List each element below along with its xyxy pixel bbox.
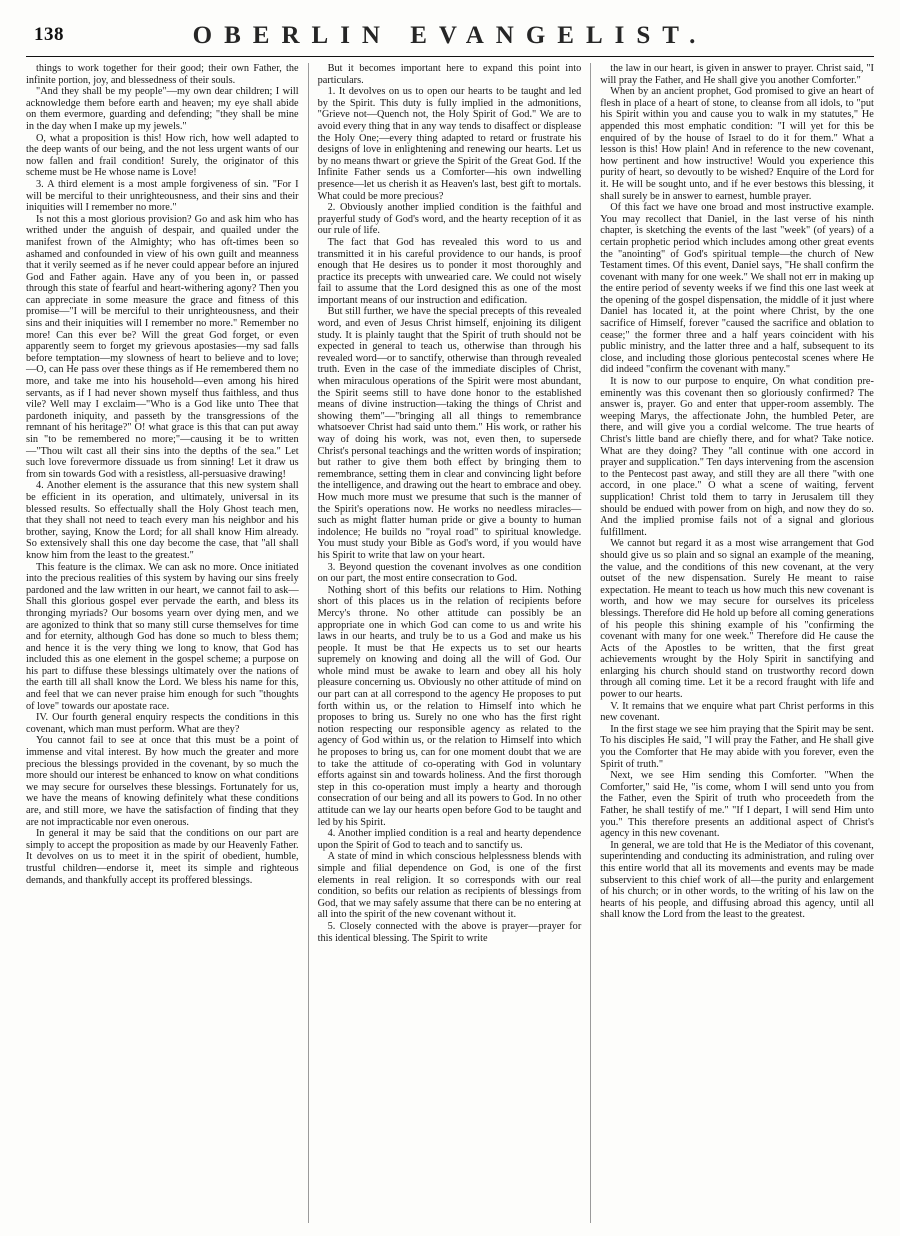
paragraph: Of this fact we have one broad and most instructive example. You may recollect that Daniel, in the last verse of his ninth chapter, is sketching the events of the last "week" (of years) of a certain prophetic period which includes among other great events the "anointing" of God's spiritual temple—the church of New Testament times. Of this event, Daniel says, "He shall confirm the covenant with many for one week." We shall not err in making up the entire period of seventy weeks if we find this one last week at the opening of the gospel dispensation, the middle of it just where Daniel has located it, at the point where Christ, by the one sacrifice of Himself, forever "caused the sacrifice and oblation to cease;" the former three and a half years coincident with his public ministry, and the latter three and a half, subsequent to its close, and including those glorious pentecostal scenes where He did indeed "confirm the covenant with many."	[600, 202, 874, 376]
paragraph: The fact that God has revealed this word to us and transmitted it in his careful providence to our hands, is proof enough that He desires us to ponder it most thoroughly and practice its precepts with unwearied care. We could not wisely fail to assume that the Lord designed this as one of the most important means of our instruction and edification.	[317, 236, 582, 306]
paragraph: 3. Beyond question the covenant involves as one condition on our part, the most entire consecration to God.	[317, 561, 582, 585]
paragraph: Is not this a most glorious provision? Go and ask him who has writhed under the anguish of despair, and quailed under the manifest frown of the Almighty; who has oft-times been so ashamed and confounded in view of his own guilt and meanness that it verily seemed as if he never could appear before an injured God and Father again. Have any of you been in, or passed through this state of fearful and heart-withering agony? Then you can appreciate in some measure the grace and fitness of this promise—"I will be merciful to their unrighteousness, and their sins and their iniquities will I remember no more." Remember no more! Can this ever be? Will the great God forget, or even apparently seem to forget my grievous apostasies—my sad falls before temptation—my slowness of heart to believe and to love;—O, can He pass over these things as if He remembered them no more, and take me into his household—even among his hired servants, as if I had never shown myself thus faithless, and thus vile? Well may I exclaim—"Who is a God like unto Thee that pardoneth iniquity, and passeth by the transgressions of the remnant of his heritage?" O! what grace is this that can put away sin "to be remembered no more;"—causing it be to written—"Thou wilt cast all their sins into the depths of the sea." Let such love forevermore dissuade us from sinning! Let it draw us from sin towards God with a resistless, all-persuasive drawing!	[26, 213, 299, 480]
paragraph: 2. Obviously another implied condition is the faithful and prayerful study of God's word, and the hearty reception of it as our rule of life.	[317, 202, 582, 237]
paragraph: In the first stage we see him praying that the Spirit may be sent. To his disciples He said, "I will pray the Father, and He shall give you the Comforter that He may abide with you forever, even the Spirit of truth."	[600, 723, 874, 770]
paragraph: But still further, we have the special precepts of this revealed word, and even of Jesus Christ himself, enjoining its diligent study. It is plainly taught that the Spirit of truth should not be expected in general to teach us, otherwise than through his revealed word—or to sanctify, otherwise than through revealed truth. Even in the case of the immediate disciples of Christ, when miraculous operations of the Spirit were most abundant, the Spirit seems still to have done honor to the established means of divine instruction—taking the things of Christ and showing them"—"bringing all all things to remembrance whatsoever Christ had said unto them." His work, or rather his way of doing his work, was not, even then, to supersede Christ's personal teachings and the written words of inspiration; but rather to give them both effect by bringing them to remembrance, setting them in clear and convincing light before the intelligence, and drawing out the heart to embrace and obey. How much more must we presume that such is the manner of the Spirit's operations now. He works no needless miracles—such as might flatter human pride or give a bounty to human indolence; He builds no "royal road" to spiritual knowledge. You must study your Bible as God's word, if you would have his Spirit to write that law on your heart.	[317, 306, 582, 561]
paragraph: Next, we see Him sending this Comforter. "When the Comforter," said He, "is come, whom I will send unto you from the Father, even the Spirit of truth who proceedeth from the Father, he shall testify of me." "If I depart, I will send Him unto you." This therefore presents an additional aspect of Christ's agency in this new covenant.	[600, 770, 874, 840]
paragraph: V. It remains that we enquire what part Christ performs in this new covenant.	[600, 700, 874, 724]
paragraph: the law in our heart, is given in answer to prayer. Christ said, "I will pray the Father, and He shall give you another Comforter."	[600, 63, 874, 86]
paragraph: It is now to our purpose to enquire, On what condition pre-eminently was this covenant then so gloriously confirmed? The answer is, prayer. Go and enter that upper-room assembly. The weeping Marys, the affectionate John, the humbled Peter, are there, and will give you a cordial welcome. The true hearts of Christ's little band are chiefly there, and for what? Take notice. What are they doing? They "all continue with one accord in prayer and supplication." Ten days intervening from the ascension to the Pentecost past away, and still they are all there "with one accord, in one place." O what a scene of waiting, fervent supplication! Christ told them to tarry in Jerusalem till they should be endued with power from on high, and now they do so. And the implied promise fails not of a signal and glorious fulfillment.	[600, 376, 874, 538]
paragraph: 1. It devolves on us to open our hearts to be taught and led by the Spirit. This duty is fully implied in the admonitions, "Grieve not—Quench not, the Holy Spirit of God." We are to avoid every thing that in any way tends to disaffect or displease the Holy One;—every thing adapted to retard or frustrate his designs of love in enlightening and renewing our hearts. Let us by no means thwart or grieve the Spirit of the Great God. If the Infinite Father sends us a Comforter—his own indwelling presence—let us cherish it as Heaven's last, best gift to mortals. What could be more precious?	[317, 86, 582, 202]
paragraph: 4. Another implied condition is a real and hearty dependence upon the Spirit of God to teach and to sanctify us.	[317, 828, 582, 851]
paragraph: We cannot but regard it as a most wise arrangement that God should give us so plain and so signal an example of the meaning, the value, and the conditions of this new covenant, at the very outset of the new dispensation. Surely He meant to raise expectation. He meant to teach us how much this new covenant is worth, and how we may secure for ourselves its priceless blessings. Therefore did He hold up before all coming generations of his people this shining example of his "confirming the covenant with many for one week." Therefore did He cause the Acts of the Apostles to be written, that the first great achievements wrought by the Holy Spirit in sanctifying and enlarging his church should stand on trustworthy record down through all coming time. Let it be a record fraught with life and power to our hearts.	[600, 538, 874, 701]
paragraph: O, what a proposition is this! How rich, how well adapted to the deep wants of our being, and the not less urgent wants of our now fallen and frail condition! Surely, the originator of this scheme must be He whose name is Love!	[26, 132, 299, 179]
page-number: 138	[34, 24, 64, 45]
column-3	[591, 63, 874, 1223]
paragraph: When by an ancient prophet, God promised to give an heart of flesh in place of a heart of stone, to cleanse from all idols, to "put his Spirit within you and cause you to walk in my statutes," He appended this most emphatic condition: "I will yet for this be enquired of by the house of Israel to do it for them." What a lesson is this! How plain! And in reference to the new covenant, how pertinent and how instructive! Would you experience this purity of heart, so devoutly to be wished? Enquire of the Lord for it. He will be sought unto, and if he ever bestows this blessing, it shall surely be in answer to earnest, humble prayer.	[600, 86, 874, 202]
paragraph: In general it may be said that the conditions on our part are simply to accept the proposition as made by our Heavenly Father. It devolves on us to meet it in the spirit of obedient, humble, trustful children—endorse it, meet its simple and righteous demands, and thankfully accept its proffered blessings.	[26, 828, 299, 886]
paragraph: Nothing short of this befits our relations to Him. Nothing short of this places us in the relation of recipients before Mercy's throne. No other attitude can possibly be an appropriate one in which God can come to us and write his laws in our hearts, and truly be to us a God and make us his people. It must be that He expects us to set our hearts supremely on knowing and doing all the will of God. Our whole mind must be awake to learn and obey all his holy pleasure concerning us. Obviously no other attitude of mind on our part can at all correspond to the agency He proposes to put forth within us, or the relation to Himself into which he proposes to bring us. Surely no one who has the first right notion respecting our responsible agency as related to the agency of God within us, or the relation to Himself into which he proposes to bring us, can for one moment doubt that we are to take the attitude of co-operating with God in voluntary efforts against sin and towards holiness. And the first thorough step in this co-operation must imply a hearty and thorough consecration of our being and all its powers to God. In no other attitude can we lay our hearts open before God to be taught and led by his Spirit.	[317, 584, 582, 828]
column-1	[26, 63, 309, 1223]
paragraph: 4. Another element is the assurance that this new system shall be efficient in its operation, and ultimately, universal in its blessed results. So effectually shall the Holy Ghost teach men, that they shall not need to teach every man his neighbor and his brother, saying, Know the Lord; for all shall know Him already. So extensively shall this one day become the case, that "all shall know him from the least to the greatest."	[26, 480, 299, 561]
column-2	[309, 63, 592, 1223]
publication-title: OBERLIN EVANGELIST.	[192, 22, 708, 49]
paragraph: This feature is the climax. We can ask no more. Once initiated into the precious realities of this system by having our sins freely pardoned and the law written in our heart, we cannot fail to ask—Shall this glorious gospel ever pervade the earth, and bless its thronging myriads? Our bosoms yearn over dying men, and we are agonized to think that so many still curse themselves for time and for eternity, although God has done so much to bless them; and hence it is the very thing we long to know, that God has included this as one element in the gospel scheme; a purpose on his part to diffuse these blessings ultimately over the nations of the earth till all shall know the Lord. We bless his name for this, and feel that we can never praise him enough for such "thoughts of love" towards our apostate race.	[26, 561, 299, 712]
columns-container	[26, 63, 874, 1223]
paragraph: things to work together for their good; their own Father, the infinite portion, joy, and blessedness of their souls.	[26, 63, 299, 86]
paragraph: You cannot fail to see at once that this must be a point of immense and vital interest. By how much the greater and more precious the blessings provided in the covenant, by so much the more should our interest be enhanced to know on what conditions we may secure for ourselves these blessings. Fortunately for us, we have the means of knowing definitely what these conditions are, and still more, we have the satisfaction of finding that they are not impracticable nor even onerous.	[26, 735, 299, 828]
masthead	[26, 22, 874, 57]
paragraph: In general, we are told that He is the Mediator of this covenant, superintending and conducting its administration, and ruling over this entire world that all its movements and events may be made subservient to this chief work of all—the purity and enlargement of his church; or in other words, to the writing of his law on the hearts of his people, and diffusing abroad this agency, until all shall know the Lord from the least to the greatest.	[600, 839, 874, 921]
paragraph: A state of mind in which conscious helplessness blends with simple and filial dependence on God, is one of the first elements in real religion. It so corresponds with our real condition, so befits our relation as recipients of blessings from God, that we may safely assume that there can be no entering at all into the spirit of the new covenant without it.	[317, 851, 582, 921]
paragraph: 5. Closely connected with the above is prayer—prayer for this identical blessing. The Spirit to write	[317, 920, 582, 944]
paragraph: IV. Our fourth general enquiry respects the conditions in this covenant, which man must perform. What are they?	[26, 712, 299, 735]
paragraph: "And they shall be my people"—my own dear children; I will acknowledge them before earth and heaven; my eye shall abide on them evermore, guarding and defending; "they shall be mine in the day when I make up my jewels."	[26, 86, 299, 132]
paragraph: But it becomes important here to expand this point into particulars.	[317, 63, 582, 86]
paragraph: 3. A third element is a most ample forgiveness of sin. "For I will be merciful to their unrighteousness, and their sins and their iniquities will I remember no more."	[26, 178, 299, 214]
